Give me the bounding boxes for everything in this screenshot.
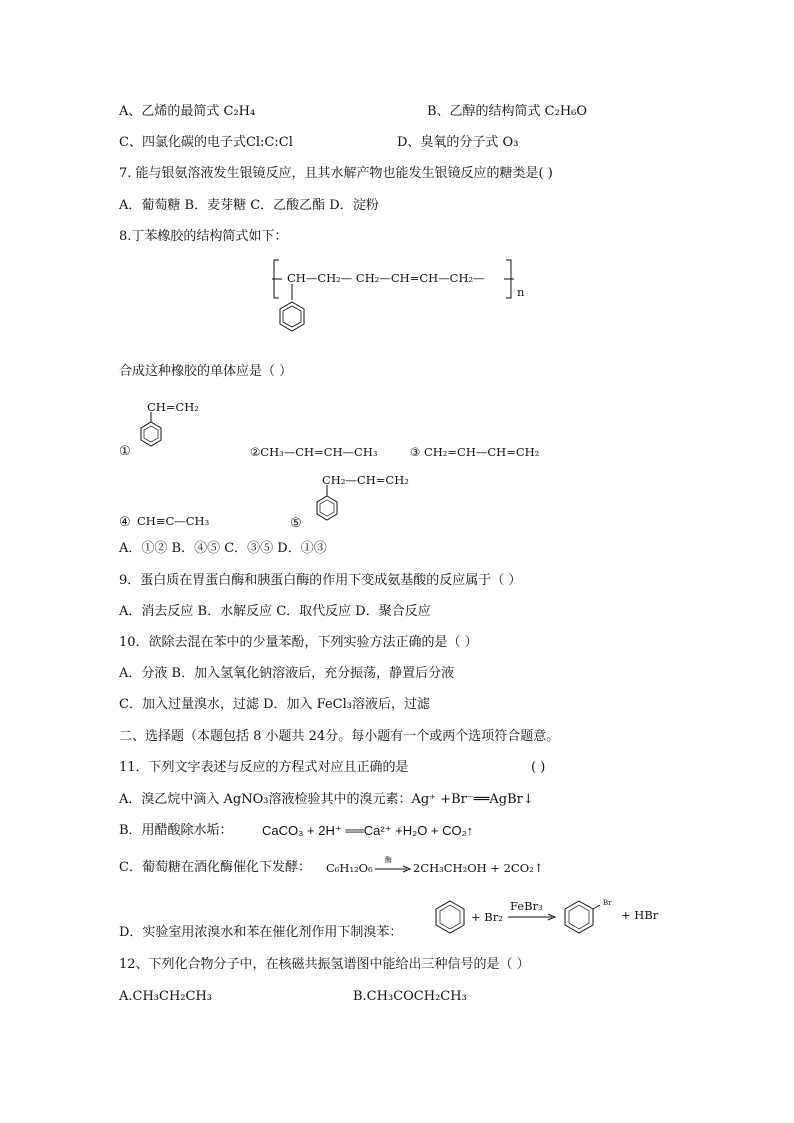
monomer-4-formula: CH≡C—CH₃ (137, 514, 210, 528)
q11-option-d-text: D．实验室用浓溴水和苯在催化剂作用下制溴苯： (119, 925, 403, 940)
q9-options: A．消去反应 B．水解反应 C．取代反应 D．聚合反应 (119, 604, 431, 619)
q11-option-d-br: Br (603, 899, 612, 907)
polymer-subscript-n: n (517, 285, 525, 299)
q12-option-a: A.CH₃CH₂CH₃ (119, 989, 213, 1004)
q11-answer-paren: ( ) (531, 760, 546, 775)
q11-option-c-arrow (373, 858, 413, 874)
q11-option-d-reagent: + Br₂ (471, 910, 503, 924)
q7-stem: 7. 能与银氨溶液发生银镜反应，且其水解产物也能发生银镜反应的糖类是( ) (119, 166, 553, 181)
monomer-5-benzene-ring (314, 483, 344, 525)
q11-option-a: A．溴乙烷中滴入 AgNO₃溶液检验其中的溴元素：Ag⁺ +Br⁻══AgBr↓ (119, 792, 534, 807)
monomer-1-formula: CH=CH₂ (147, 400, 199, 414)
q8-stem: 8.丁苯橡胶的结构简式如下： (119, 229, 288, 244)
polymer-chain-formula: CH—CH₂— CH₂—CH=CH—CH₂— (287, 271, 485, 285)
q10-stem: 10．欲除去混在苯中的少量苯酚，下列实验方法正确的是（ ） (119, 635, 478, 650)
q6-option-c: C、四氯化碳的电子式Cl:C:Cl (119, 135, 293, 150)
q12-stem: 12、下列化合物分子中，在核磁共振氢谱图中能给出三种信号的是（ ） (119, 957, 530, 972)
q11-option-b-equation: CaCO₃ + 2H⁺ ══Ca²⁺ +H₂O + CO₂↑ (262, 823, 474, 838)
q11-option-c-reactant: C₆H₁₂O₆ (326, 861, 373, 875)
section-2-heading: 二、选择题（本题包括 8 小题共 24分。每小题有一个或两个选项符合题意。 (119, 729, 560, 744)
q11-option-c-text: C．葡萄糖在酒化酶催化下发酵： (119, 860, 311, 875)
monomer-2-formula: ②CH₃—CH=CH—CH₃ (250, 445, 378, 459)
q10-options-cd: C．加入过量溴水，过滤 D．加入 FeCl₃溶液后，过滤 (119, 697, 430, 712)
q11-option-d-arrow (508, 910, 558, 924)
q8-question: 合成这种橡胶的单体应是（ ） (119, 364, 293, 379)
q11-option-d-catalyst: FeBr₃ (510, 899, 543, 913)
q12-option-b: B.CH₃COCH₂CH₃ (353, 989, 467, 1004)
benzene-reactant-icon (434, 899, 468, 937)
q10-options-ab: A．分液 B．加入氢氧化钠溶液后，充分振荡，静置后分液 (119, 666, 455, 681)
q11-option-c-product: 2CH₃CH₂OH + 2CO₂↑ (413, 861, 544, 875)
bromobenzene-product-icon (563, 899, 603, 937)
monomer-5-label: ⑤ (290, 516, 302, 531)
monomer-3-formula: ③ CH₂=CH—CH=CH₂ (410, 445, 540, 459)
monomer-5-formula: CH₂—CH=CH₂ (322, 473, 409, 487)
q11-option-c-condition: 酶 (385, 856, 392, 864)
q11-option-b-text: B．用醋酸除水垢： (119, 823, 233, 838)
q11-option-d-product: + HBr (621, 908, 659, 922)
q6-option-d: D、臭氧的分子式 O₃ (397, 135, 519, 150)
q11-stem: 11．下列文字表述与反应的方程式对应且正确的是 (119, 760, 409, 775)
monomer-4-label: ④ (119, 515, 131, 530)
q9-stem: 9．蛋白质在胃蛋白酶和胰蛋白酶的作用下变成氨基酸的反应属于（ ） (119, 573, 522, 588)
q7-options: A．葡萄糖 B．麦芽糖 C．乙酸乙酯 D．淀粉 (119, 198, 379, 213)
q6-option-a: A、乙烯的最简式 C₂H₄ (119, 104, 256, 119)
q8-options: A．①② B．④⑤ C．③⑤ D．①③ (119, 541, 327, 556)
monomer-1-label: ① (119, 444, 131, 459)
monomer-1-benzene-ring (138, 410, 168, 450)
q6-option-b: B、乙醇的结构简式 C₂H₆O (427, 104, 588, 119)
